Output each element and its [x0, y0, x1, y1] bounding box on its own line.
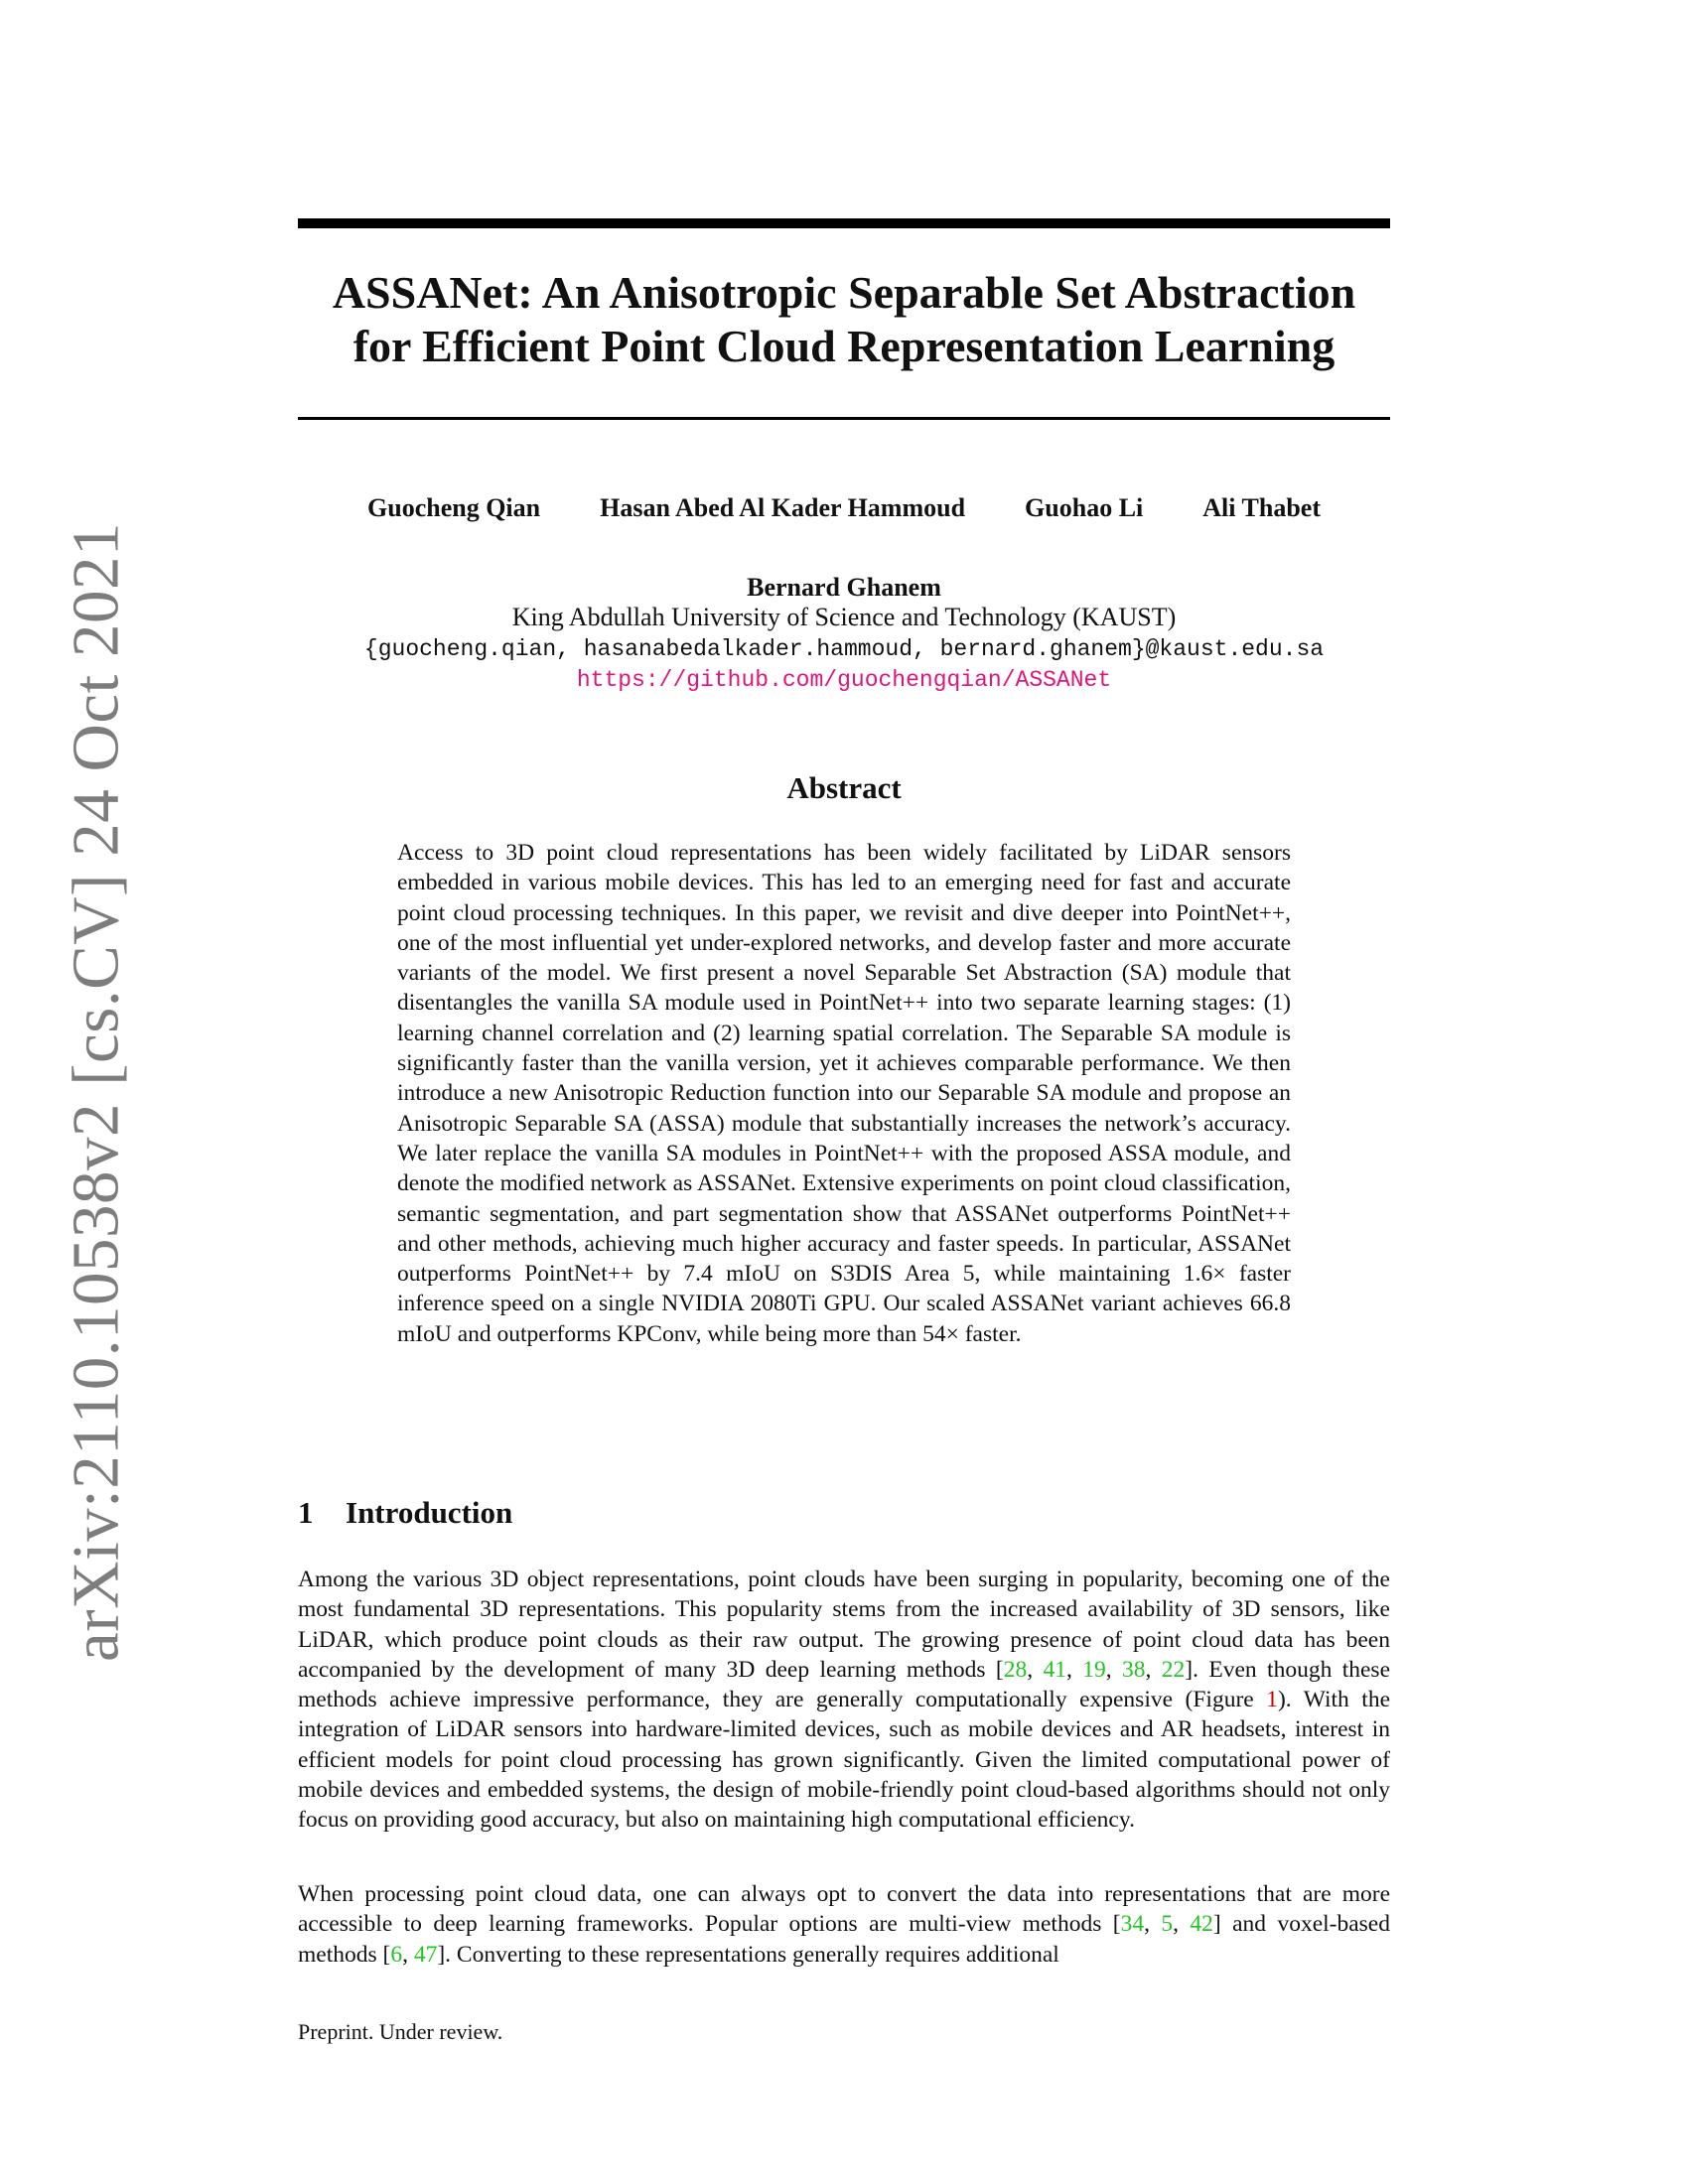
preprint-footer: Preprint. Under review. [298, 2019, 503, 2044]
paper-title [298, 266, 1390, 373]
author-emails: {guocheng.qian, hasanabedalkader.hammoud, bernard.ghanem}@kaust.edu.sa [363, 636, 1325, 662]
paragraph-text: Among the various 3D object representations, point clouds have been surging in popularity, becoming one of the most fundamental 3D representations. This popularity stems from the increased availability of 3D sensors, like LiDAR, which produce point clouds as their raw output. The growing presence of point cloud data has been accompanied by the development of many 3D deep learning methods [ [298, 1567, 1390, 1683]
title-line-1: ASSANet: An Anisotropic Separable Set Abstraction [332, 267, 1356, 318]
author-name: Ali Thabet [1202, 493, 1321, 522]
intro-paragraph-1: Among the various 3D object representations, point clouds have been surging in popularity, becoming one of the most fundamental 3D representations. This popularity stems from the increased availability of 3D sensors, like LiDAR, which produce point clouds as their raw output. The growing presence of point cloud data has been accompanied by the development of many 3D deep learning methods [28, 41, 19, 38, 22]. Even though these methods achieve impressive performance, they are generally computationally expensive (Figure 1). With the integration of LiDAR sensors into hardware-limited devices, such as mobile devices and AR headsets, interest in efficient models for point cloud processing has grown significantly. Given the limited computational power of mobile devices and embedded systems, the design of mobile-friendly point cloud-based algorithms should not only focus on providing good accuracy, but also on maintaining high computational efficiency. [298, 1567, 1391, 1834]
abstract-heading: Abstract [786, 770, 902, 805]
title-top-rule [298, 218, 1390, 228]
citation-link[interactable]: 19 [1082, 1656, 1106, 1683]
github-link[interactable]: https://github.com/guochengqian/ASSANet [576, 667, 1112, 693]
citation-link[interactable]: 5 [1161, 1911, 1174, 1938]
paragraph-text: ] and voxel-based methods [ [298, 1911, 1390, 1968]
citation-link[interactable]: 42 [1190, 1911, 1213, 1938]
citation-link[interactable]: 47 [413, 1941, 438, 1968]
intro-paragraph-2: When processing point cloud data, one can always opt to convert the data into representations that are more accessible to deep learning frameworks. Popular options are multi-view methods [34, 5, 42] and voxel-based methods [6, 47]. Converting to these representations generally requires additional [298, 1881, 1390, 1968]
citation-link[interactable]: 6 [390, 1941, 403, 1968]
section-heading-introduction [298, 1495, 512, 1531]
author-name-last: Bernard Ghanem [747, 573, 941, 602]
citation-link[interactable]: 22 [1161, 1656, 1186, 1683]
paragraph-text: ]. Even though these methods achieve impressive performance, they are generally computationally expensive (Figure [298, 1656, 1391, 1713]
author-name: Hasan Abed Al Kader Hammoud [600, 493, 966, 522]
citation-link[interactable]: 41 [1043, 1656, 1066, 1683]
author-list [298, 493, 1390, 523]
citation-link[interactable]: 28 [1003, 1656, 1028, 1683]
author-name: Guocheng Qian [367, 493, 541, 522]
affiliation: King Abdullah University of Science and Technology (KAUST) [511, 603, 1177, 631]
arxiv-identifier-stamp: arXiv:2110.10538v2 [cs.CV] 24 Oct 2021 [59, 522, 133, 1662]
paragraph-text: When processing point cloud data, one can always opt to convert the data into representations that are more accessible to deep learning frameworks. Popular options are multi-view methods [ [298, 1881, 1390, 1938]
abstract-text: Access to 3D point cloud representations has been widely facilitated by LiDAR sensors embedded in various mobile devices. This has led to an emerging need for fast and accurate point cloud processing techniques. In this paper, we revisit and dive deeper into PointNet++, one of the most influential yet under-explored networks, and develop faster and more accurate variants of the model. We first present a novel Separable Set Abstraction (SA) module that disentangles the vanilla SA module used in PointNet++ into two separate learning stages: (1) learning channel correlation and (2) learning spatial correlation. The Separable SA module is significantly faster than the vanilla version, yet it achieves comparable performance. We then introduce a new Anisotropic Reduction function into our Separable SA module and propose an Anisotropic Separable SA (ASSA) module that substantially increases the network’s accuracy. We later replace the vanilla SA modules in PointNet++ with the proposed ASSA module, and denote the modified network as ASSANet. Extensive experiments on point cloud classification, semantic segmentation, and part segmentation show that ASSANet outperforms PointNet++ and other methods, achieving much higher accuracy and faster speeds. In particular, ASSANet outperforms PointNet++ by 7.4 mIoU on S3DIS Area 5, while maintaining 1.6× faster inference speed on a single NVIDIA 2080Ti GPU. Our scaled ASSANet variant achieves 66.8 mIoU and outperforms KPConv, while being more than 54× faster. [397, 840, 1291, 1347]
citation-link[interactable]: 34 [1120, 1911, 1145, 1938]
paragraph-text: ). With the integration of LiDAR sensors into hardware-limited devices, such as mobile devices and AR headsets, interest in efficient models for point cloud processing has grown significantly. Given the limited computational power of mobile devices and embedded systems, the design of mobile-friendly point cloud-based algorithms should not only focus on providing good accuracy, but also on maintaining high computational efficiency. [298, 1687, 1390, 1834]
author-name: Guohao Li [1025, 493, 1144, 522]
title-line-2: for Efficient Point Cloud Representation Learning [352, 321, 1336, 371]
citation-link[interactable]: 38 [1122, 1656, 1146, 1683]
section-title: Introduction [346, 1495, 513, 1530]
title-bottom-rule [298, 417, 1390, 420]
paragraph-text: ]. Converting to these representations generally requires additional [437, 1941, 1059, 1968]
figure-reference-link[interactable]: 1 [1266, 1687, 1278, 1713]
section-number: 1 [298, 1495, 314, 1530]
